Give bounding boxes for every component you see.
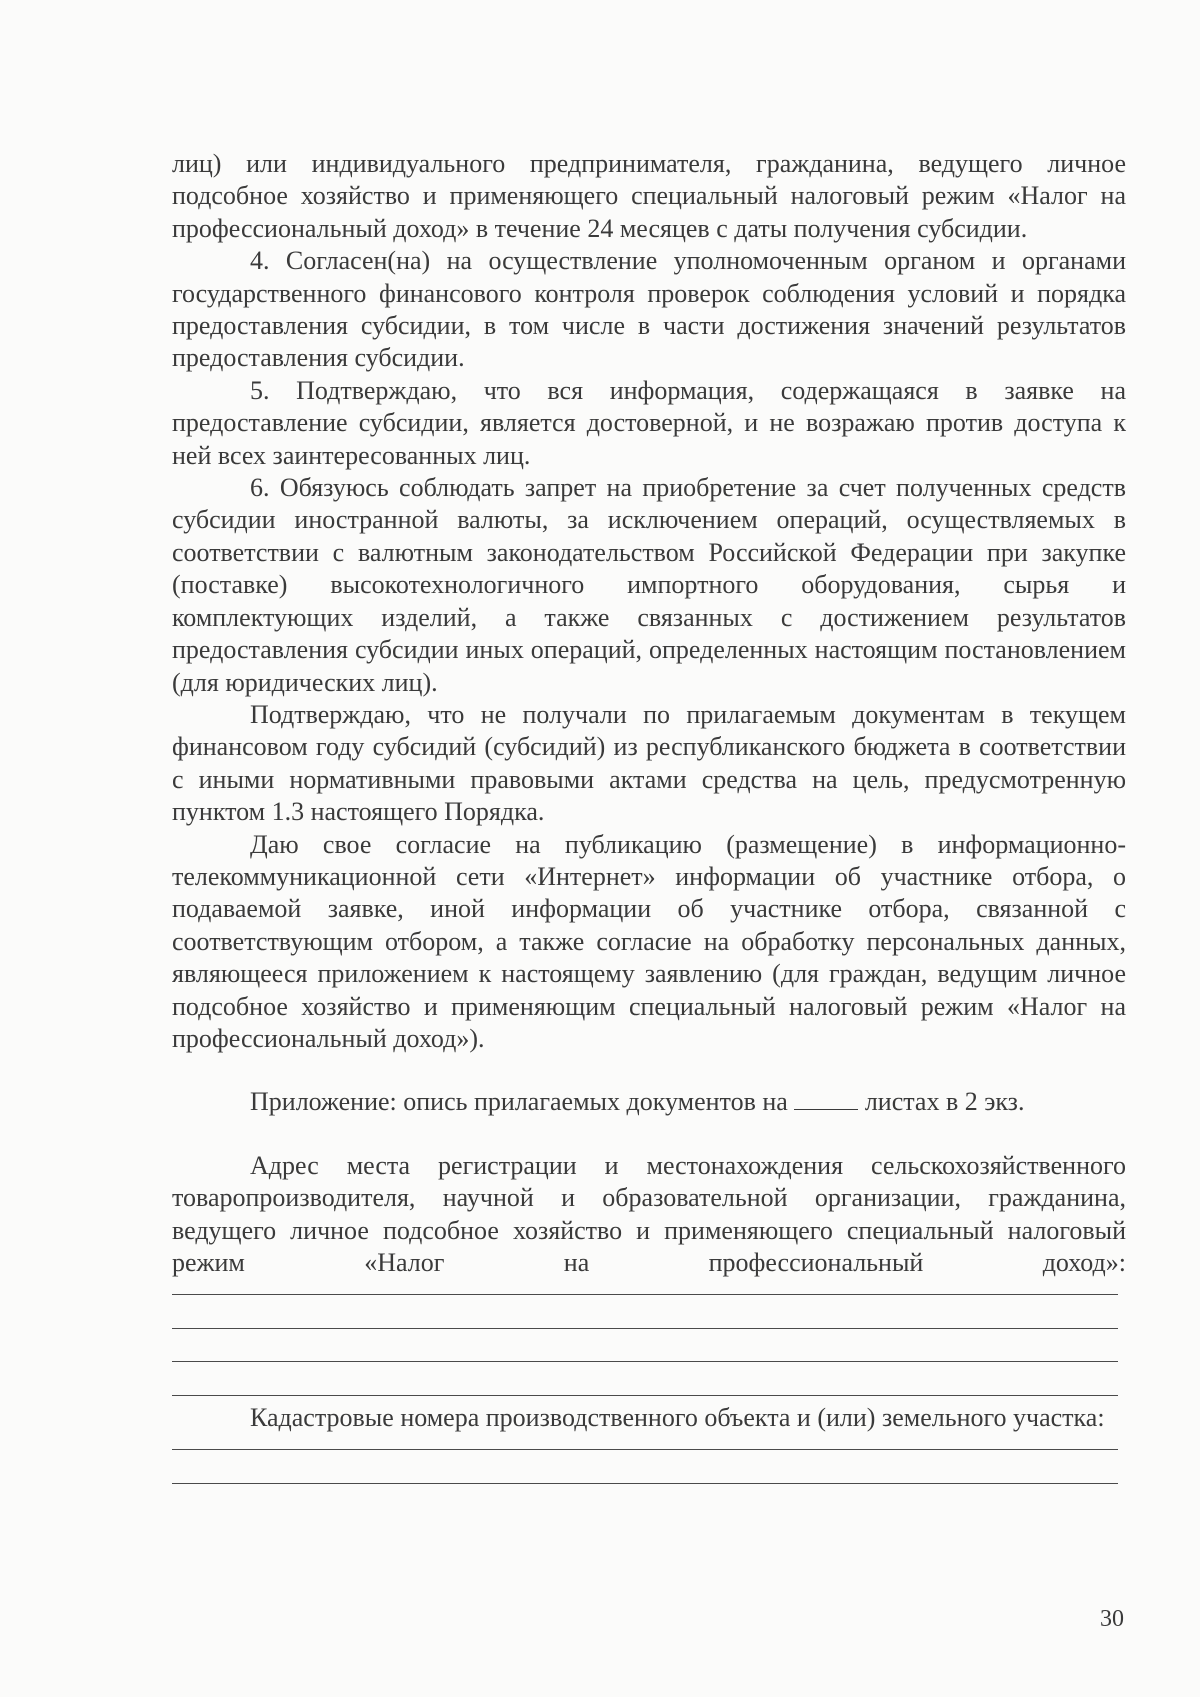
cadastral-line-1 xyxy=(172,1434,1118,1450)
address-line-3 xyxy=(172,1329,1118,1363)
paragraph-continuation: лиц) или индивидуального предпринимателя, гражданина, ведущего личное подсобное хозяйство и применяющего специальный налоговый режим «Налог на профессиональный доход» в течение 24 месяцев с даты получения субсидии. xyxy=(172,149,1126,243)
paragraph-item-4: 4. Согласен(на) на осуществление уполномоченным органом и органами государственного финансового контроля проверок соблюдения условий и порядка предоставления субсидии, в том числе в части достижения значений результатов предоставления субсидии. xyxy=(172,246,1126,373)
paragraph-item-5: 5. Подтверждаю, что вся информация, содержащаяся в заявке на предоставление субсидии, является достоверной, и не возражаю против доступа к ней всех заинтересованных лиц. xyxy=(172,375,1126,470)
cadastral-line-2 xyxy=(172,1450,1118,1484)
address-line-4 xyxy=(172,1362,1118,1396)
address-label: Адрес места регистрации и местонахождения сельскохозяйственного товаропроизводителя, научной и образовательной организации, гражданина, ведущего личное подсобное хозяйство и применяющего специальный налоговый режим «Налог на профессиональный доход»: xyxy=(172,1150,1126,1277)
cadastral-label: Кадастровые номера производственного объекта и (или) земельного участка: xyxy=(250,1402,1105,1432)
document-body xyxy=(172,148,1126,1484)
page-number: 30 xyxy=(1100,1606,1124,1632)
address-line-2 xyxy=(172,1295,1118,1329)
paragraph-confirmation: Подтверждаю, что не получали по прилагаемым документам в текущем финансовом году субсидий (субсидий) из республиканского бюджета в соответствии с иными нормативными правовыми актами средства на цель, предусмотренную пунктом 1.3 настоящего Порядка. xyxy=(172,699,1126,827)
attachment-text-before: Приложение: опись прилагаемых документов на xyxy=(250,1087,795,1117)
address-line-1 xyxy=(172,1279,1118,1295)
sheet-count-blank xyxy=(794,1087,858,1110)
paragraph-item-6: 6. Обязуюсь соблюдать запрет на приобретение за счет полученных средств субсидии иностранной валюты, за исключением операций, осуществляемых в соответствии с валютным законодательством Российской Федерации при закупке (поставке) высокотехнологичного импортного оборудования, сырья и комплектующих изделий, а также связанных с достижением результатов предоставления субсидии иных операций, определенных настоящим постановлением (для юридических лиц). xyxy=(172,473,1126,697)
attachment-line xyxy=(172,1086,1126,1118)
paragraph-consent: Даю свое согласие на публикацию (размещение) в информационно-телекоммуникационной сети «Интернет» информации об участнике отбора, о подаваемой заявке, иной информации об участнике отбора, связанной с соответствующим отбором, а также согласие на обработку персональных данных, являющееся приложением к настоящему заявлению (для граждан, ведущим личное подсобное хозяйство и применяющим специальный налоговый режим «Налог на профессиональный доход»). xyxy=(172,829,1126,1053)
attachment-text-after: листах в 2 экз. xyxy=(858,1087,1025,1117)
